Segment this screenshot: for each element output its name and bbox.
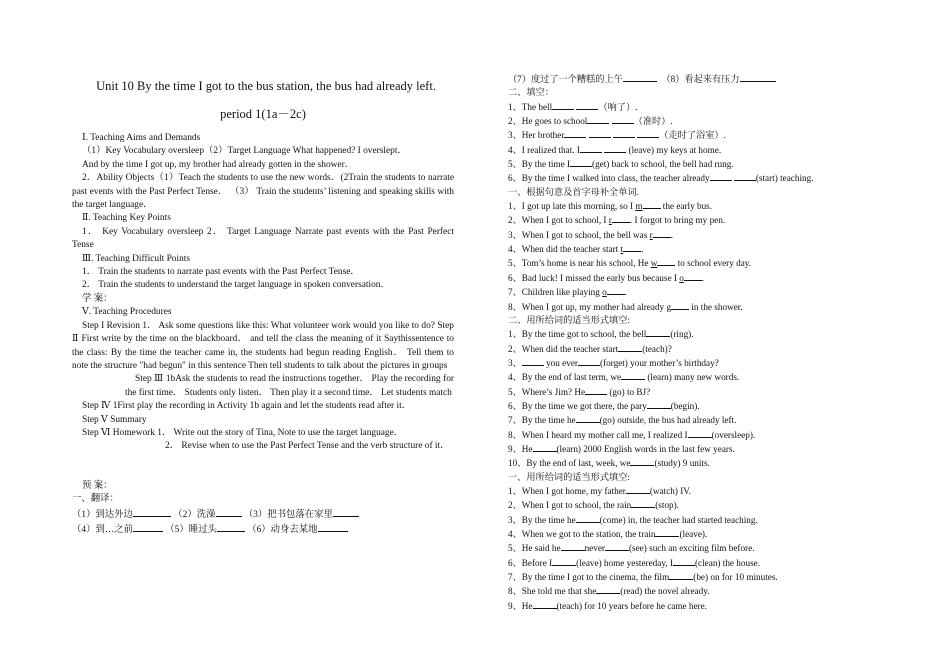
initial-letter: o — [679, 272, 684, 283]
answer-blank[interactable] — [561, 541, 585, 551]
answer-blank[interactable] — [570, 157, 592, 167]
exercise-item — [508, 128, 868, 142]
initial-letter: w — [650, 258, 658, 269]
text-line: 1． Train the students to narrate past events with the Past Perfect Tense． — [82, 267, 360, 278]
text-line: 2． Train the students to understand the target language in spoken conversation． — [82, 280, 390, 291]
text-paragraph — [72, 226, 454, 253]
answer-blank[interactable] — [688, 428, 712, 438]
initial-letter: g — [666, 301, 672, 312]
left-column — [72, 78, 454, 537]
text-line: （1）Key Vocabulary oversleep（2）Target Language What happened? I overslept． — [82, 146, 407, 157]
answer-blank[interactable] — [740, 72, 776, 82]
answer-blank[interactable] — [589, 128, 611, 138]
prompt: (teach)? — [642, 343, 672, 354]
prompt: 6、By the time we got there, the pary — [508, 400, 647, 411]
prompt: (leave) my keys at home. — [628, 144, 722, 155]
exercise-item — [508, 556, 868, 570]
answer-blank[interactable] — [669, 570, 693, 580]
answer-blank[interactable] — [596, 584, 620, 594]
answer-blank[interactable] — [552, 100, 574, 110]
answer-blank[interactable] — [333, 507, 359, 517]
prompt: (watch) IV. — [649, 485, 692, 496]
exercise-item — [508, 442, 868, 456]
prompt: . I forgot to bring my pen. — [629, 215, 726, 226]
prompt: 8、When I got up, my mother had already — [508, 301, 667, 312]
answer-blank[interactable] — [626, 484, 650, 494]
prompt: 4、When did the teacher start — [508, 244, 621, 255]
section-heading: Ⅴ. Teaching Procedures — [82, 307, 172, 318]
section-heading: 预 案： — [82, 480, 113, 491]
prompt: （7）度过了一个糟糕的上午 — [508, 74, 623, 84]
answer-blank[interactable] — [580, 143, 602, 153]
prompt: never — [584, 543, 605, 554]
answer-blank[interactable] — [533, 442, 557, 452]
prompt: 6、Bad luck! I missed the early bus because I — [508, 272, 680, 283]
section-heading: Ⅰ. Teaching Aims and Demands — [82, 133, 201, 143]
prompt: 3、When I got to school, the bell was — [508, 229, 650, 240]
exercise-item — [508, 300, 868, 314]
initial-letter: m — [635, 201, 643, 212]
answer-blank[interactable] — [673, 556, 695, 566]
prompt: (learn) 2000 English words in the last few years. — [556, 443, 735, 454]
exercise-item: 4、When did the teacher start t . — [508, 244, 644, 255]
text-paragraph — [72, 172, 454, 212]
answer-blank[interactable] — [607, 285, 625, 295]
prompt: (go) to BJ? — [607, 386, 651, 397]
prompt: (read) the novel already. — [620, 586, 710, 597]
prompt: 2、When did the teacher start — [508, 343, 619, 354]
section-heading: 一、翻译： — [72, 494, 119, 505]
prompt: (ring). — [670, 329, 694, 340]
section-heading: 一、根据句意及首字母补全单词. — [508, 186, 639, 197]
prompt: 3、By the time he — [508, 514, 576, 525]
exercise-item — [508, 484, 868, 498]
translation-line — [508, 72, 868, 86]
initial-letter: o — [602, 287, 607, 298]
document-subtitle: period 1(1a－2c) — [220, 107, 306, 121]
prompt: (stop). — [655, 500, 679, 511]
text-paragraph — [72, 440, 454, 453]
prompt: （8）看起来有压力 — [661, 74, 740, 84]
prompt: 9、He — [508, 443, 533, 454]
paragraph-text: Step Ⅲ 1bAsk the students to read the instructions together． Play the recording for the first time． Students only listen． Then play it a second time． Let students match — [125, 374, 454, 398]
exercise-item — [508, 356, 868, 370]
prompt: （响了）. — [598, 101, 638, 112]
prompt: 5、Where’s Jim? He — [508, 386, 586, 397]
exercise-item — [508, 584, 868, 598]
text-line: Step Ⅳ 1First play the recording in Activity 1b again and let the students read after it． — [82, 401, 412, 412]
exercise-item — [508, 527, 868, 541]
prompt: 1、I got up late this morning, so I — [508, 201, 636, 212]
answer-blank[interactable] — [637, 128, 659, 138]
prompt: 7、By the time I got to the cinema, the film — [508, 572, 670, 583]
prompt: 1、By the time got to school, the bell — [508, 329, 647, 340]
paragraph-text: 1． Key Vocabulary oversleep 2． Target Language Narrate past events with the Past Perfect Tense — [72, 226, 454, 251]
answer-blank[interactable] — [643, 199, 661, 209]
paragraph-text: 2． Revise when to use the Past Perfect Tense and the verb structure of it． — [165, 441, 450, 452]
answer-blank[interactable] — [620, 242, 641, 255]
prompt: 2、He goes to school — [508, 116, 588, 127]
right-column — [508, 72, 868, 613]
initial-letter: r — [649, 229, 653, 240]
exercise-item — [508, 213, 868, 227]
answer-blank[interactable] — [653, 228, 671, 238]
prompt: (begin). — [670, 400, 700, 411]
prompt: (leave) home yestereday, I — [576, 557, 673, 568]
text-line: And by the time I got up, my brother had already gotten in the shower． — [82, 159, 355, 170]
prompt: (clean) the house. — [694, 557, 761, 568]
answer-blank[interactable] — [576, 513, 600, 523]
document-title: Unit 10 By the time I got to the bus station, the bus had already left. — [96, 79, 436, 93]
answer-blank[interactable] — [133, 507, 171, 517]
prompt: 5、Tom’s home is near his school, He — [508, 258, 651, 269]
prompt: 2、When I got to school, I — [508, 215, 609, 226]
answer-blank[interactable] — [587, 114, 609, 124]
prompt: 6、Before I — [508, 557, 553, 568]
exercise-item — [508, 541, 868, 555]
prompt: (come) in, the teacher had started teaching. — [599, 514, 758, 525]
answer-blank[interactable] — [605, 541, 629, 551]
prompt: 1、When I got home, my father — [508, 485, 626, 496]
prompt: (get) back to school, the bell had rung. — [592, 159, 734, 170]
prompt: 6、By the time I walked into class, the teacher already — [508, 173, 710, 184]
prompt: 8、When I heard my mother call me, I realized I — [508, 429, 688, 440]
answer-blank[interactable] — [684, 271, 702, 281]
translation-line — [72, 522, 454, 537]
exercise-item — [508, 199, 868, 213]
exercise-item — [508, 143, 868, 157]
section-heading: 学 案： — [82, 293, 113, 304]
prompt: 2、When I got to school, the rain — [508, 500, 632, 511]
answer-blank[interactable] — [578, 356, 600, 366]
section-heading: 二、填空： — [508, 87, 554, 98]
prompt: 7、Children like playing — [508, 287, 603, 298]
prompt: (leave). — [679, 529, 708, 539]
answer-blank[interactable] — [533, 599, 557, 609]
prompt: in the shower. — [689, 301, 743, 312]
prompt: 10、By the end of last, week, we — [508, 458, 631, 469]
spacer — [72, 454, 454, 480]
translation-line — [72, 507, 454, 522]
prompt: you ever — [543, 357, 578, 368]
answer-blank[interactable] — [618, 342, 642, 352]
answer-blank[interactable] — [216, 507, 242, 517]
prompt: 8、She told me that she — [508, 586, 597, 597]
prompt: 3、Her brother — [508, 130, 565, 141]
prompt: 3、 — [508, 357, 522, 368]
exercise-item — [508, 171, 868, 185]
exercise-item — [508, 256, 868, 270]
prompt: (teach) for 10 years before he came here. — [556, 600, 707, 611]
answer-blank[interactable] — [552, 556, 576, 566]
initial-letter: r — [608, 215, 612, 226]
answer-blank[interactable] — [612, 114, 634, 124]
exercise-item — [508, 456, 868, 470]
prompt: （3）把书包落在家里 — [243, 509, 333, 520]
exercise-item — [508, 157, 868, 171]
section-heading: 一、用所给词的适当形式填空: — [508, 471, 630, 482]
prompt: . — [670, 229, 673, 240]
answer-blank[interactable] — [630, 456, 654, 466]
answer-blank[interactable] — [631, 498, 655, 508]
exercise-item — [508, 114, 868, 128]
exercise-item: 6、Bad luck! I missed the early bus because I o . — [508, 272, 705, 283]
prompt: 5、By the time I — [508, 159, 571, 170]
prompt: to school every day. — [675, 258, 752, 269]
prompt: （4）到…之前 — [72, 524, 133, 535]
answer-blank[interactable] — [133, 522, 163, 532]
text-line: Step Ⅴ Summary — [82, 414, 147, 425]
prompt: (be) on for 10 minutes. — [693, 572, 778, 583]
exercise-item — [508, 498, 868, 512]
exercise-item: 7、Children like playing o . — [508, 287, 628, 298]
paragraph-text: 2．Ability Objects（1）Teach the students to use the new words．(2Train the students to narrate past events with the Past Perfect Tense． （3） Train the students’ listening and speaking skills with the target language． — [72, 173, 454, 211]
prompt: (start) teaching. — [755, 173, 814, 184]
answer-blank[interactable] — [671, 300, 689, 310]
prompt: 9、He — [508, 600, 533, 611]
answer-blank[interactable] — [647, 399, 671, 409]
prompt: （6）动身去某地 — [247, 524, 318, 535]
answer-blank[interactable] — [621, 370, 645, 380]
answer-blank[interactable] — [576, 100, 598, 110]
answer-blank[interactable] — [585, 385, 607, 395]
text-paragraph — [72, 320, 454, 374]
exercise-item — [508, 385, 868, 399]
exercise-item — [508, 327, 868, 341]
answer-blank[interactable] — [318, 522, 348, 532]
paragraph-text: Step I Revision 1． Ask some questions like this: What volunteer work would you like to do? Step Ⅱ First write by the time on the blackboard． and tell the class the meaning of it Saythissentence to the class: By the time the teacher came in, the students had begun reading English． Tell them to note the structure "had begun" in this sentence Then tell students to talk about the pictures in groups — [72, 320, 454, 371]
prompt: (learn) many new words. — [645, 372, 740, 383]
exercise-item — [508, 100, 868, 114]
answer-blank[interactable] — [576, 413, 600, 423]
answer-blank[interactable] — [604, 143, 626, 153]
prompt: （5）睡过头 — [165, 524, 217, 535]
prompt: 5、He said he — [508, 543, 561, 554]
initial-letter: t — [620, 244, 624, 255]
exercise-item — [508, 370, 868, 384]
answer-blank[interactable] — [522, 356, 544, 366]
exercise-item — [508, 428, 868, 442]
prompt: (see) such an exciting film before. — [628, 543, 755, 554]
answer-blank[interactable] — [655, 527, 679, 537]
prompt: the early bus. — [660, 201, 713, 212]
answer-blank[interactable] — [657, 256, 675, 266]
prompt: 4、I realized that. I — [508, 144, 580, 155]
exercise-item — [508, 342, 868, 356]
answer-blank[interactable] — [564, 128, 586, 138]
exercise-item — [508, 570, 868, 584]
prompt: 4、By the end of last term, we — [508, 372, 622, 383]
answer-blank[interactable] — [623, 72, 657, 82]
exercise-item — [508, 599, 868, 613]
prompt: 4、When we got to the station, the train — [508, 529, 656, 539]
answer-blank[interactable] — [646, 327, 670, 337]
answer-blank[interactable] — [613, 128, 635, 138]
section-heading: Ⅱ. Teaching Key Points — [82, 213, 171, 224]
prompt: (study) 9 units. — [654, 458, 710, 469]
section-heading: 二、用所给词的适当形式填空: — [508, 314, 630, 325]
answer-blank[interactable] — [217, 522, 245, 532]
exercise-item — [508, 513, 868, 527]
exercise-item — [508, 228, 868, 242]
answer-blank[interactable] — [734, 171, 756, 181]
prompt: (go) outside, the bus had already left. — [599, 415, 737, 426]
text-paragraph — [72, 373, 454, 400]
prompt: 7、By the time he — [508, 415, 576, 426]
prompt: （准时）. — [633, 116, 673, 127]
section-heading: Ⅲ. Teaching Difficult Points — [82, 253, 191, 264]
prompt: （1）到达外边 — [72, 509, 133, 520]
prompt: （走时了浴室）. — [659, 130, 726, 141]
answer-blank[interactable] — [710, 171, 732, 181]
prompt: (forget) your mother’s birthday? — [599, 357, 719, 368]
text-line: Step Ⅵ Homework 1． Write out the story of Tina, Note to use the target language． — [82, 427, 404, 438]
prompt: 1、The bell — [508, 101, 553, 112]
exercise-item — [508, 413, 868, 427]
answer-blank[interactable] — [612, 213, 630, 223]
prompt: （2）洗澡 — [173, 509, 216, 520]
prompt: (oversleep). — [711, 429, 756, 440]
exercise-item — [508, 399, 868, 413]
